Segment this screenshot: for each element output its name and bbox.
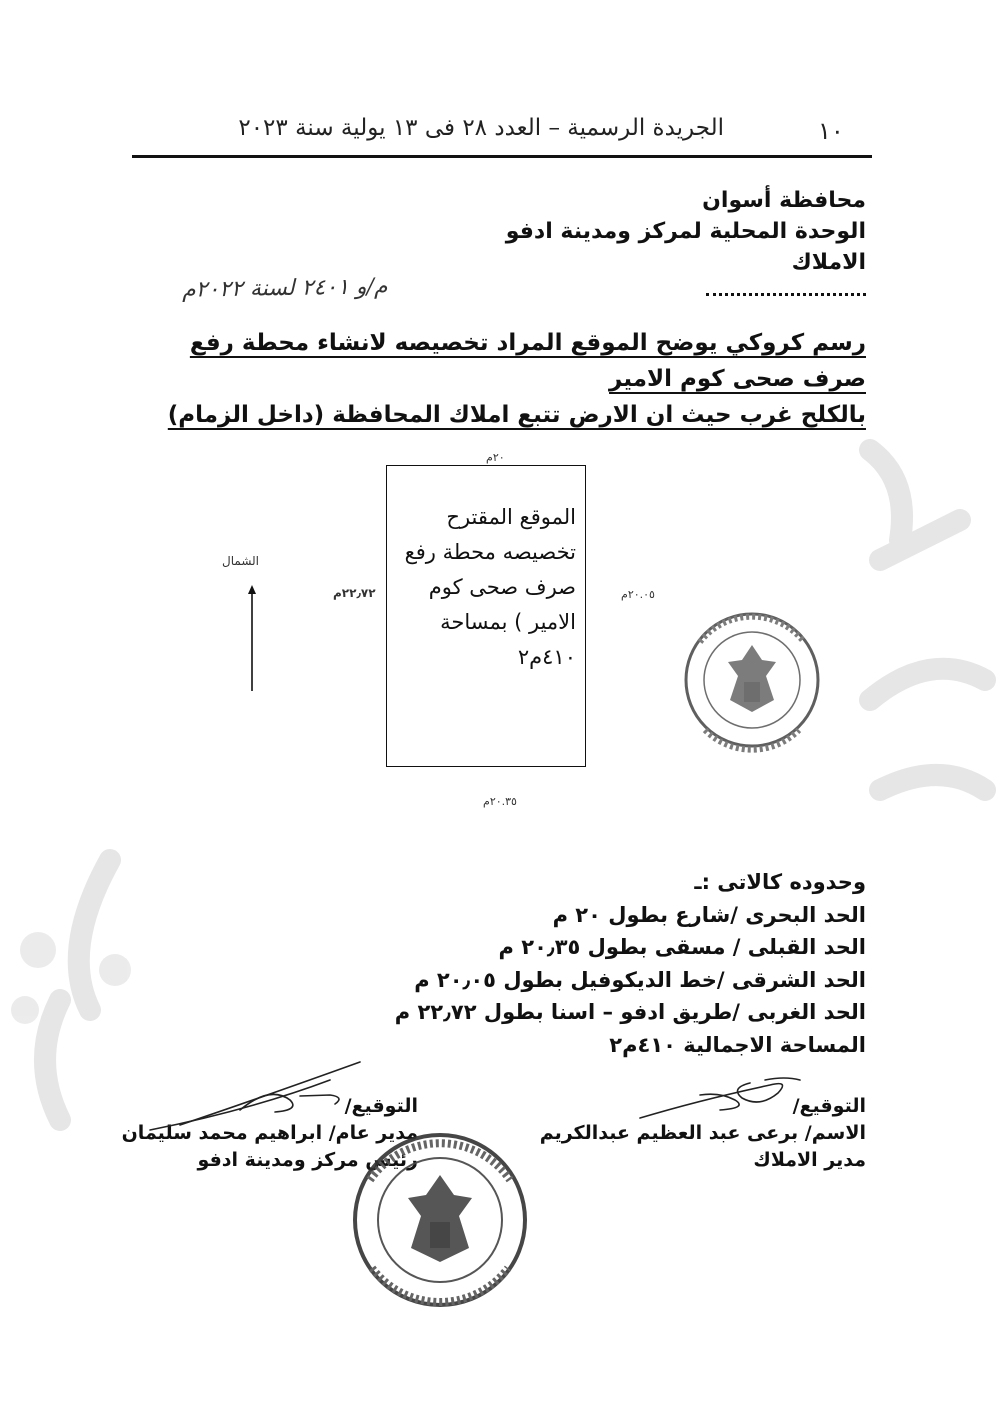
dimension-north: ٢٠م bbox=[486, 451, 505, 464]
issuer-governorate: محافظة أسوان bbox=[702, 188, 866, 213]
signature-label: التوقيع/ bbox=[344, 1095, 418, 1117]
boundary-west: الحد الغربى /طريق ادفو – اسنا بطول ٢٢٫٧٢ م bbox=[394, 1000, 866, 1024]
boundary-east: الحد الشرقى /خط الديكوفيل بطول ٢٠٫٠٥ م bbox=[414, 967, 866, 992]
document-title bbox=[136, 325, 866, 433]
issuer-department: الاملاك bbox=[791, 250, 866, 275]
page-number: ١٠ bbox=[818, 117, 844, 145]
boundaries-section bbox=[395, 866, 866, 1061]
north-arrow-icon bbox=[244, 585, 260, 693]
signatory-name: مدير عام/ ابراهيم محمد سليمان bbox=[121, 1122, 418, 1144]
site-sketch-label: الموقع المقترح تخصيصه محطة رفع صرف صحى كوم الامير ) بمساحة ٤١٠م٢ bbox=[404, 505, 576, 669]
dotted-separator bbox=[706, 293, 866, 296]
boundaries-intro: وحدوده كالاتى :ـ bbox=[694, 870, 866, 894]
signatory-role: رئيس مركز ومدينة ادفو bbox=[197, 1149, 418, 1171]
boundary-south: الحد القبلى / مسقى بطول ٢٠٫٣٥ م bbox=[498, 935, 866, 959]
total-area: المساحة الاجمالية ٤١٠م٢ bbox=[609, 1032, 866, 1057]
dimension-east: ٢٠.٠٥م bbox=[621, 588, 655, 601]
official-seal-icon bbox=[686, 614, 818, 750]
handwritten-reference: م/و ٢٤٠١ لسنة ٢٠٢٢م bbox=[181, 274, 388, 303]
header-rule bbox=[132, 155, 872, 158]
signatory-name: الاسم/ برعى عبد العظيم عبدالكريم bbox=[539, 1122, 866, 1144]
signature-label: التوقيع/ bbox=[792, 1095, 866, 1117]
dimension-south: ٢٠.٣٥م bbox=[483, 795, 517, 808]
north-label: الشمال bbox=[222, 554, 260, 568]
document-title-line-2: بالكلح غرب حيث ان الارض تتبع املاك المحافظة (داخل الزمام) bbox=[167, 402, 866, 428]
issuer-unit: الوحدة المحلية لمركز ومدينة ادفو bbox=[505, 219, 866, 244]
signature-block-properties-manager bbox=[540, 1093, 866, 1174]
gazette-header-title: الجريدة الرسمية – العدد ٢٨ فى ١٣ يولية سنة ٢٠٢٣ bbox=[238, 115, 724, 141]
signature-block-general-manager bbox=[122, 1093, 418, 1174]
boundary-north: الحد البحرى /شارع بطول ٢٠ م bbox=[552, 902, 866, 927]
watermark-circles bbox=[11, 932, 131, 1024]
document-title-line-1: رسم كروكي يوضح الموقع المراد تخصيصه لانشاء محطة رفع صرف صحى كوم الامير bbox=[189, 330, 866, 392]
dimension-west: ٢٢٫٧٢م bbox=[333, 586, 376, 600]
issuer-block bbox=[506, 185, 866, 278]
signatory-role: مدير الاملاك bbox=[753, 1149, 866, 1171]
